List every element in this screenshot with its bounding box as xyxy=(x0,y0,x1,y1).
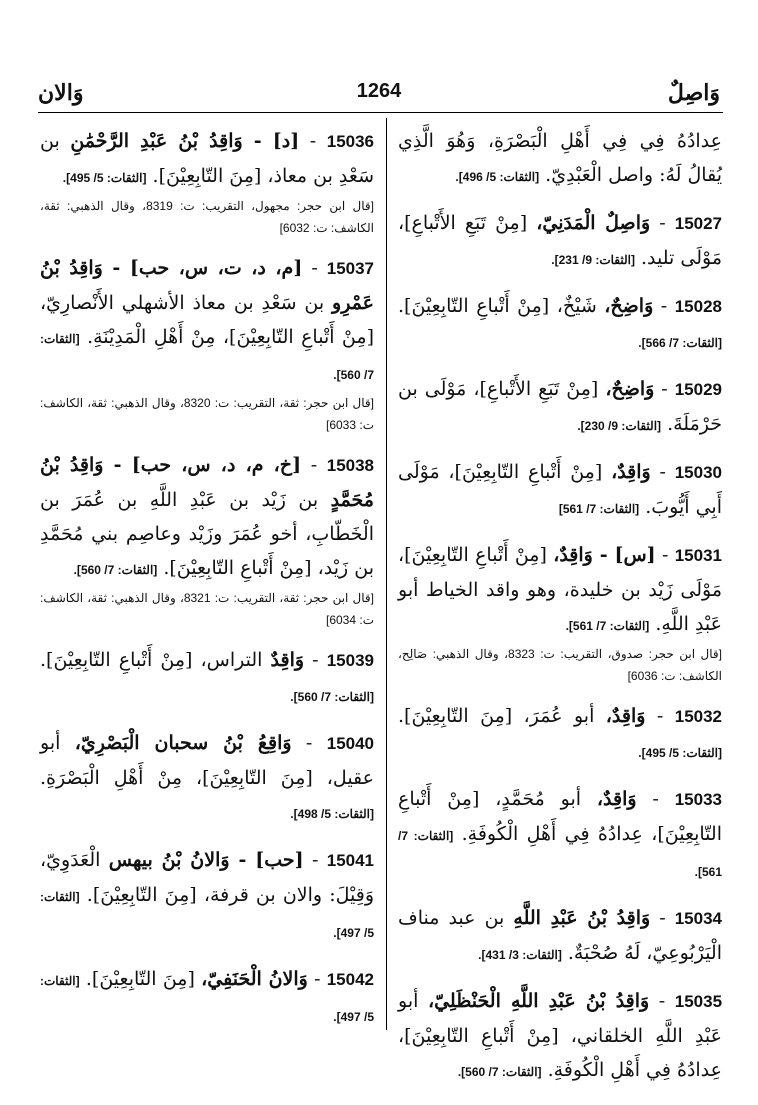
entry xyxy=(40,843,374,950)
entry xyxy=(398,372,722,443)
entry-text-line: 15031 - [س] - وَاقِدٌ، [مِنْ أَتْباعِ التّابِعِيْنَ]، مَوْلَى زَيْد بن خليدة، وهو واقد الخياط أبو عَبْدِ اللَّهِ. [الثقات: 7/ 561]. xyxy=(398,544,722,635)
entry-reference: [الثقات: 7/ 566]. xyxy=(638,336,722,350)
entry-number: 15031 xyxy=(674,546,722,565)
entry-text: بن سَعْدِ بن معاذ، [مِنَ التّابِعِيْنَ]. xyxy=(40,130,374,187)
entry-text-line: 15037 - [م، د، ت، س، حب] - وَاقِدُ بْنُ عَمْرِو بن سَعْدِ بن معاذ الأشهلي الأَنْصارِيّ، [مِنْ أَتْباعِ التّابِعِيْنَ]، مِنْ أَهْلِ الْمَدِيْنَةِ. [الثقات: 7/ 560]. xyxy=(40,257,375,382)
entry-text-line: 15033 - وَاقِدٌ، أبو مُحَمَّدٍ، [مِنْ أَتْباعِ التّابِعِيْنَ]، عِدادُهُ فِي أَهْلِ الْكُوفَةِ. [الثقات: 7/ 561]. xyxy=(398,788,722,879)
entry-text: أبو مُحَمَّدٍ، [مِنْ أَتْباعِ التّابِعِيْنَ]، عِدادُهُ فِي أَهْلِ الْكُوفَةِ. xyxy=(398,788,722,845)
entry-number: 15029 xyxy=(674,380,722,399)
left-column xyxy=(40,124,374,1046)
header-left-word: وَالان xyxy=(38,80,84,106)
header-rule xyxy=(38,112,723,113)
entry-text: أبو عَبْدِ اللَّهِ الخلقاني، [مِنْ أَتْباعِ التّابِعِيْنَ]، عِدادُهُ فِي أَهْلِ الْكُوفَةِ. xyxy=(398,990,722,1081)
entry-number: 15042 xyxy=(326,970,374,989)
entry-reference: [الثقات: 7/ 560]. xyxy=(457,1065,542,1079)
entry-reference: [الثقات: 5/ 497]. xyxy=(40,974,374,1024)
entry-text-line: 15035 - وَاقِدُ بْنُ عَبْدِ اللَّهِ الْحَنْظَلِيّ، أبو عَبْدِ اللَّهِ الخلقاني، [مِنْ أَتْباعِ التّابِعِيْنَ]، عِدادُهُ فِي أَهْلِ الْكُوفَةِ. [الثقات: 7/ 560]. xyxy=(398,990,723,1081)
entry xyxy=(40,962,374,1034)
entry-note: [قال ابن حجر: ثقة، التقريب: ت: 8320، وقال الذهبي: ثقة، الكاشف: ت: 6033] xyxy=(40,396,375,432)
entry-name: وَاصِلٌ الْمَدَنِيّ، xyxy=(536,212,651,234)
entry-text-line: 15039 - وَاقِدٌ التراس، [مِنْ أَتْباعِ التّابِعِيْنَ]. [الثقات: 7/ 560]. xyxy=(40,649,374,704)
entry-reference: [الثقات: 7/ 561] xyxy=(558,502,640,516)
entry-text-line: 15029 - وَاضِحٌ، [مِنْ تَبَعِ الأَتْباعِ]، مَوْلَى بن حَرْمَلَةَ. [الثقات: 9/ 230]. xyxy=(398,378,722,435)
entry-reference: [الثقات: 5/ 497]. xyxy=(40,890,374,940)
entry-name: وَاقِدُ بْنُ عَبْدِ اللَّهِ الْحَنْظَلِيّ، xyxy=(427,990,650,1012)
entry xyxy=(398,699,722,770)
entry-name: وَاقِدٌ، xyxy=(605,705,646,727)
entry xyxy=(398,206,722,277)
column-divider xyxy=(386,118,387,1030)
entry-text-line: 15036 - [د] - وَاقِدُ بْنُ عَبْدِ الرَّحْمَٰنِ بن سَعْدِ بن معاذ، [مِنَ التّابِعِيْنَ]. [الثقات: 5/ 495]. xyxy=(40,130,375,187)
entry-reference: [الثقات: 7/ 560]. xyxy=(40,332,374,382)
entry-text: بن سَعْدِ بن معاذ الأشهلي الأَنْصارِيّ، [مِنْ أَتْباعِ التّابِعِيْنَ]، مِنْ أَهْلِ الْمَدِيْنَةِ. xyxy=(40,292,374,348)
entry-number: 15039 xyxy=(326,651,374,670)
entry-text-line: 15028 - وَاضِحٌ، شَيْخٌ، [مِنْ أَتْباعِ التّابِعِيْنَ]. [الثقات: 7/ 566]. xyxy=(398,295,722,350)
entry-text: بن زَيْد بن عَبْدِ اللَّهِ بن عُمَرَ بن الْخَطّابِ، أخو عُمَرَ وزَيْد وعاصِم بني مُحَمَّدِ بن زَيْد، [مِنْ أَتْباعِ التّابِعِيْنَ]. xyxy=(40,489,374,579)
entry xyxy=(40,448,374,631)
entry-text: التراس، [مِنْ أَتْباعِ التّابِعِيْنَ]. xyxy=(40,649,263,671)
entry-text: بن عبد مناف الْيَرْبُوعِيّ، لَهُ صُحْبَةٌ. xyxy=(398,907,722,964)
entry xyxy=(398,901,722,972)
entry-number: 15032 xyxy=(674,707,723,726)
entry-text-line: 15040 - وَاقِعُ بْنُ سحبان الْبَصْرِيّ، أبو عقيل، [مِنَ التّابِعِيْنَ]، مِنْ أَهْلِ الْبَصْرَةِ. [الثقات: 5/ 498]. xyxy=(40,732,375,821)
entry-text: شَيْخٌ، [مِنْ أَتْباعِ التّابِعِيْنَ]. xyxy=(398,295,597,317)
entry-number: 15036 xyxy=(326,132,375,151)
entry xyxy=(398,538,722,687)
entry-number: 15040 xyxy=(326,734,375,753)
entry-reference: [الثقات: 9/ 230]. xyxy=(577,419,662,433)
entry-reference: [الثقات: 5/ 495]. xyxy=(638,746,722,760)
entry-text-line: 15042 - وَالانُ الْحَنَفِيّ، [مِنَ التّابِعِيْنَ]. [الثقات: 5/ 497]. xyxy=(40,968,374,1024)
entry-text-line: 15041 - [حب] - وَالانُ بْنُ بيهس الْعَدَوِيّ، وَقِيْلَ: والان بن قرفة، [مِنَ التّابِعِيْنَ]. [الثقات: 5/ 497]. xyxy=(40,849,375,940)
entry-text: أبو عُمَرَ، [مِنَ التّابِعِيْنَ]. xyxy=(398,705,595,727)
entry-name: وَالانُ الْحَنَفِيّ، xyxy=(201,968,308,990)
entry-name: [د] - وَاقِدُ بْنُ عَبْدِ الرَّحْمَٰنِ xyxy=(70,130,300,152)
entry-number: 15028 xyxy=(674,297,722,316)
entry xyxy=(398,289,722,360)
entry-number: 15027 xyxy=(674,214,723,233)
entry-text-line: 15038 - [خ، م، د، س، حب] - وَاقِدُ بْنُ مُحَمَّدٍ بن زَيْد بن عَبْدِ اللَّهِ بن عُمَرَ بن الْخَطّابِ، أخو عُمَرَ وزَيْد وعاصِم بني مُحَمَّدِ بن زَيْد، [مِنْ أَتْباعِ التّابِعِيْنَ]. [الثقات: 7/ 560]. xyxy=(40,454,375,579)
entry-reference: [الثقات: 3/ 431]. xyxy=(478,948,562,962)
entry-text-line: 15034 - وَاقِدُ بْنُ عَبْدِ اللَّهِ بن عبد مناف الْيَرْبُوعِيّ، لَهُ صُحْبَةٌ. [الثقات: 3/ 431]. xyxy=(398,907,722,964)
entry-number: 15033 xyxy=(674,790,722,809)
entry-number: 15030 xyxy=(674,463,722,482)
page-number: 1264 xyxy=(356,80,402,102)
entry xyxy=(40,726,374,831)
entry-text: [مِنْ أَتْباعِ التّابِعِيْنَ]، مَوْلَى زَيْد بن خليدة، وهو واقد الخياط أبو عَبْدِ اللَّهِ. xyxy=(398,544,722,635)
entry xyxy=(398,455,722,526)
entry-text-line: 15030 - وَاقِدٌ، [مِنْ أَتْباعِ التّابِعِيْنَ]، مَوْلَى أَبِي أَيُّوبَ. [الثقات: 7/ 561] xyxy=(398,461,722,518)
entry xyxy=(398,782,722,889)
entry xyxy=(398,124,722,194)
entry-text: أبو عقيل، [مِنَ التّابِعِيْنَ]، مِنْ أَهْلِ الْبَصْرَةِ. xyxy=(40,732,374,789)
entry-text: [مِنْ أَتْباعِ التّابِعِيْنَ]، مَوْلَى أَبِي أَيُّوبَ. xyxy=(398,461,722,518)
entry-name: [م، د، ت، س، حب] - وَاقِدُ بْنُ عَمْرِو xyxy=(40,257,374,314)
right-column xyxy=(398,124,722,1101)
entry-text: [مِنَ التّابِعِيْنَ]. xyxy=(85,968,195,990)
entry-name: وَاقِدُ بْنُ عَبْدِ اللَّهِ xyxy=(513,907,651,929)
entry-text-line: 15027 - وَاصِلٌ الْمَدَنِيّ، [مِنْ تَبَعِ الأَتْباعِ]، مَوْلَى تليد. [الثقات: 9/ 231]. xyxy=(398,212,723,269)
entry-text: عِدادُهُ فِي فِي أَهْلِ الْبَصْرَةِ، وَهُوَ الَّذِي يُقالُ لَهُ: واصل الْعَبْدِيّ. xyxy=(398,130,722,186)
entry-reference: [الثقات: 5/ 495]. xyxy=(62,171,147,185)
entry-number: 15038 xyxy=(326,456,375,475)
entry-name: وَاقِدٌ، xyxy=(596,788,637,810)
entry xyxy=(40,124,374,239)
entry-reference: [الثقات: 7/ 560]. xyxy=(290,690,374,704)
entry-note: [قال ابن حجر: صدوق، التقريب: ت: 8323، وقال الذهبي: صَالِح، الكاشف: ت: 6036] xyxy=(398,647,723,683)
entry-name: [س] - وَاقِدٌ، xyxy=(553,544,656,566)
entry-reference: [الثقات: 9/ 231]. xyxy=(551,253,635,267)
entry-reference: [الثقات: 5/ 496]. xyxy=(455,170,540,184)
entry-name: وَاقِعُ بْنُ سحبان الْبَصْرِيّ، xyxy=(74,732,292,754)
entry-name: وَاقِدٌ xyxy=(270,649,305,671)
entry-text: [مِنْ تَبَعِ الأَتْباعِ]، مَوْلَى تليد. xyxy=(398,212,722,269)
entry-name: [خ، م، د، س، حب] - وَاقِدُ بْنُ مُحَمَّدٍ xyxy=(40,454,374,511)
entry-number: 15041 xyxy=(326,851,375,870)
entry-reference: [الثقات: 5/ 498]. xyxy=(290,807,374,821)
entry xyxy=(40,251,374,436)
entry-reference: [الثقات: 7/ 560]. xyxy=(73,563,158,577)
entry-note: [قال ابن حجر: مجهول، التقريب: ت: 8319، وقال الذهبي: ثقة، الكاشف: ت: 6032] xyxy=(40,199,374,235)
entry-number: 15035 xyxy=(674,992,723,1011)
entry-text: الْعَدَوِيّ، وَقِيْلَ: والان بن قرفة، [مِنَ التّابِعِيْنَ]. xyxy=(40,849,374,906)
entry-name: [حب] - وَالانُ بْنُ بيهس xyxy=(108,849,304,871)
entry-text-line xyxy=(398,124,722,194)
entry-reference: [الثقات: 7/ 561]. xyxy=(398,829,722,879)
entry-name: وَاقِدٌ، xyxy=(611,461,651,483)
entry-name: وَاضِحٌ، xyxy=(604,295,654,317)
entry-number: 15037 xyxy=(326,259,375,278)
entry xyxy=(398,984,722,1089)
entry-number: 15034 xyxy=(674,909,722,928)
entry-note: [قال ابن حجر: ثقة، التقريب: ت: 8321، وقال الذهبي: ثقة، الكاشف: ت: 6034] xyxy=(40,591,375,627)
entry-reference: [الثقات: 7/ 561]. xyxy=(565,619,650,633)
entry-name: وَاضِحٌ، xyxy=(605,378,655,400)
page-header xyxy=(38,80,720,112)
header-right-word: وَاصِلٌ xyxy=(667,80,720,106)
entry xyxy=(40,643,374,714)
entry-text-line: 15032 - وَاقِدٌ، أبو عُمَرَ، [مِنَ التّابِعِيْنَ]. [الثقات: 5/ 495]. xyxy=(398,705,723,760)
entry-text: [مِنْ تَبَعِ الأَتْباعِ]، مَوْلَى بن حَرْمَلَةَ. xyxy=(398,378,722,435)
